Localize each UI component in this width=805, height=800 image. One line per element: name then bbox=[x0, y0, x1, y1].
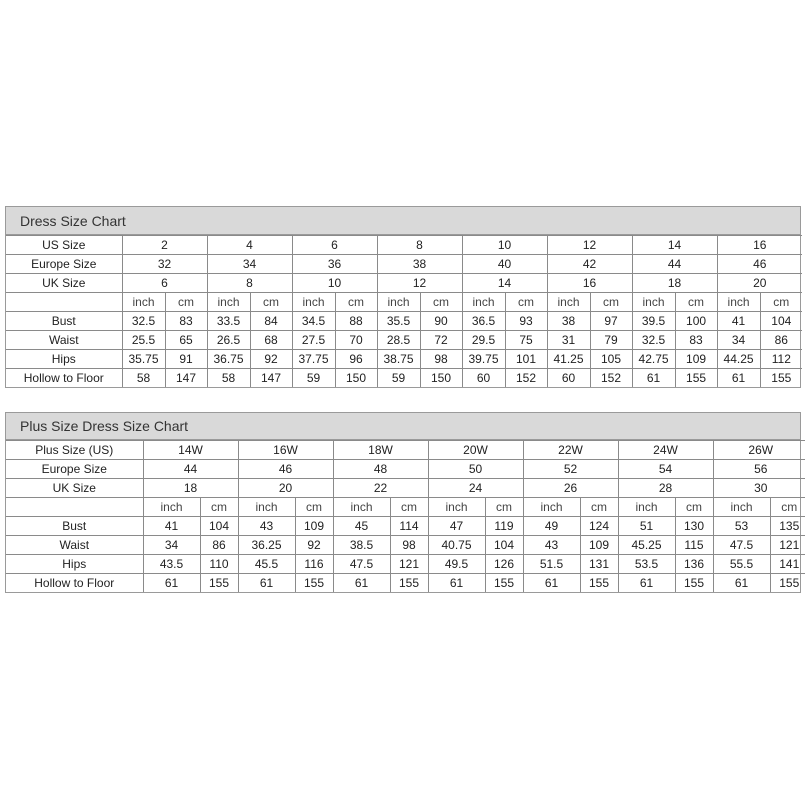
value-cell: 39.75 bbox=[462, 350, 505, 369]
value-cell: 47.5 bbox=[333, 555, 390, 574]
unit-inch: inch bbox=[238, 498, 295, 517]
row-label: Bust bbox=[6, 517, 143, 536]
unit-cm: cm bbox=[390, 498, 428, 517]
unit-cm: cm bbox=[295, 498, 333, 517]
unit-inch: inch bbox=[122, 293, 165, 312]
size-table bbox=[6, 235, 802, 387]
size-cell: 16 bbox=[547, 274, 632, 293]
value-cell: 131 bbox=[580, 555, 618, 574]
size-cell: 28 bbox=[618, 479, 713, 498]
row-label: Waist bbox=[6, 536, 143, 555]
value-cell: 49 bbox=[523, 517, 580, 536]
size-cell: 36 bbox=[292, 255, 377, 274]
size-cell: 30 bbox=[713, 479, 805, 498]
row-label: Hollow to Floor bbox=[6, 574, 143, 593]
size-cell: 16W bbox=[238, 441, 333, 460]
chart-title: Dress Size Chart bbox=[6, 207, 800, 235]
value-cell: 47 bbox=[428, 517, 485, 536]
value-cell: 147 bbox=[165, 369, 207, 388]
value-cell: 152 bbox=[590, 369, 632, 388]
value-cell: 155 bbox=[200, 574, 238, 593]
value-cell: 109 bbox=[675, 350, 717, 369]
value-cell: 83 bbox=[165, 312, 207, 331]
value-cell: 112 bbox=[760, 350, 802, 369]
dress-size-chart bbox=[5, 206, 801, 388]
row-label: Plus Size (US) bbox=[6, 441, 143, 460]
size-cell: 42 bbox=[547, 255, 632, 274]
size-cell: 24 bbox=[428, 479, 523, 498]
size-cell: 44 bbox=[143, 460, 238, 479]
size-cell: 56 bbox=[713, 460, 805, 479]
value-cell: 51 bbox=[618, 517, 675, 536]
row-label: Hips bbox=[6, 555, 143, 574]
value-cell: 36.75 bbox=[207, 350, 250, 369]
value-cell: 150 bbox=[335, 369, 377, 388]
measurement-row bbox=[6, 517, 805, 536]
value-cell: 41.25 bbox=[547, 350, 590, 369]
measurement-row bbox=[6, 312, 802, 331]
unit-row bbox=[6, 498, 805, 517]
unit-cm: cm bbox=[420, 293, 462, 312]
value-cell: 58 bbox=[122, 369, 165, 388]
value-cell: 97 bbox=[590, 312, 632, 331]
unit-inch: inch bbox=[632, 293, 675, 312]
value-cell: 55.5 bbox=[713, 555, 770, 574]
size-cell: 20W bbox=[428, 441, 523, 460]
value-cell: 38.5 bbox=[333, 536, 390, 555]
value-cell: 104 bbox=[760, 312, 802, 331]
unit-cm: cm bbox=[675, 293, 717, 312]
value-cell: 45.25 bbox=[618, 536, 675, 555]
value-cell: 152 bbox=[505, 369, 547, 388]
size-cell: 24W bbox=[618, 441, 713, 460]
value-cell: 51.5 bbox=[523, 555, 580, 574]
value-cell: 109 bbox=[580, 536, 618, 555]
value-cell: 25.5 bbox=[122, 331, 165, 350]
value-cell: 65 bbox=[165, 331, 207, 350]
value-cell: 41 bbox=[143, 517, 200, 536]
size-cell: 12 bbox=[547, 236, 632, 255]
value-cell: 59 bbox=[292, 369, 335, 388]
unit-inch: inch bbox=[333, 498, 390, 517]
value-cell: 31 bbox=[547, 331, 590, 350]
value-cell: 36.25 bbox=[238, 536, 295, 555]
size-cell: 6 bbox=[292, 236, 377, 255]
measurement-row bbox=[6, 369, 802, 388]
measurement-row bbox=[6, 331, 802, 350]
value-cell: 84 bbox=[250, 312, 292, 331]
value-cell: 53.5 bbox=[618, 555, 675, 574]
size-cell: 20 bbox=[717, 274, 802, 293]
value-cell: 43.5 bbox=[143, 555, 200, 574]
size-cell: 18W bbox=[333, 441, 428, 460]
size-cell: 14W bbox=[143, 441, 238, 460]
size-cell: 46 bbox=[717, 255, 802, 274]
value-cell: 110 bbox=[200, 555, 238, 574]
value-cell: 88 bbox=[335, 312, 377, 331]
value-cell: 49.5 bbox=[428, 555, 485, 574]
value-cell: 92 bbox=[250, 350, 292, 369]
value-cell: 93 bbox=[505, 312, 547, 331]
row-label: Bust bbox=[6, 312, 122, 331]
value-cell: 98 bbox=[420, 350, 462, 369]
value-cell: 38.75 bbox=[377, 350, 420, 369]
value-cell: 75 bbox=[505, 331, 547, 350]
value-cell: 98 bbox=[390, 536, 428, 555]
unit-cm: cm bbox=[485, 498, 523, 517]
value-cell: 42.75 bbox=[632, 350, 675, 369]
size-cell: 12 bbox=[377, 274, 462, 293]
value-cell: 155 bbox=[675, 574, 713, 593]
value-cell: 101 bbox=[505, 350, 547, 369]
row-label: Europe Size bbox=[6, 460, 143, 479]
value-cell: 26.5 bbox=[207, 331, 250, 350]
row-label: US Size bbox=[6, 236, 122, 255]
unit-cm: cm bbox=[770, 498, 805, 517]
unit-row bbox=[6, 293, 802, 312]
unit-inch: inch bbox=[207, 293, 250, 312]
value-cell: 70 bbox=[335, 331, 377, 350]
measurement-row bbox=[6, 574, 805, 593]
value-cell: 44.25 bbox=[717, 350, 760, 369]
value-cell: 96 bbox=[335, 350, 377, 369]
value-cell: 36.5 bbox=[462, 312, 505, 331]
size-cell: 20 bbox=[238, 479, 333, 498]
value-cell: 121 bbox=[390, 555, 428, 574]
us-size-row bbox=[6, 441, 805, 460]
size-cell: 18 bbox=[143, 479, 238, 498]
europe-size-row bbox=[6, 255, 802, 274]
size-cell: 50 bbox=[428, 460, 523, 479]
unit-inch: inch bbox=[292, 293, 335, 312]
value-cell: 147 bbox=[250, 369, 292, 388]
value-cell: 121 bbox=[770, 536, 805, 555]
size-cell: 6 bbox=[122, 274, 207, 293]
value-cell: 155 bbox=[675, 369, 717, 388]
us-size-row bbox=[6, 236, 802, 255]
value-cell: 40.75 bbox=[428, 536, 485, 555]
value-cell: 45.5 bbox=[238, 555, 295, 574]
value-cell: 90 bbox=[420, 312, 462, 331]
value-cell: 155 bbox=[390, 574, 428, 593]
value-cell: 34.5 bbox=[292, 312, 335, 331]
value-cell: 124 bbox=[580, 517, 618, 536]
plus-size-dress-size-chart bbox=[5, 412, 801, 593]
row-label: UK Size bbox=[6, 274, 122, 293]
value-cell: 53 bbox=[713, 517, 770, 536]
unit-inch: inch bbox=[523, 498, 580, 517]
value-cell: 61 bbox=[238, 574, 295, 593]
value-cell: 119 bbox=[485, 517, 523, 536]
value-cell: 155 bbox=[770, 574, 805, 593]
value-cell: 109 bbox=[295, 517, 333, 536]
value-cell: 155 bbox=[760, 369, 802, 388]
value-cell: 32.5 bbox=[632, 331, 675, 350]
row-label: Hips bbox=[6, 350, 122, 369]
value-cell: 33.5 bbox=[207, 312, 250, 331]
value-cell: 91 bbox=[165, 350, 207, 369]
value-cell: 61 bbox=[618, 574, 675, 593]
value-cell: 38 bbox=[547, 312, 590, 331]
size-cell: 8 bbox=[207, 274, 292, 293]
unit-inch: inch bbox=[717, 293, 760, 312]
value-cell: 39.5 bbox=[632, 312, 675, 331]
unit-inch: inch bbox=[143, 498, 200, 517]
value-cell: 61 bbox=[717, 369, 760, 388]
value-cell: 155 bbox=[485, 574, 523, 593]
measurement-row bbox=[6, 555, 805, 574]
value-cell: 155 bbox=[295, 574, 333, 593]
size-cell: 18 bbox=[632, 274, 717, 293]
value-cell: 86 bbox=[200, 536, 238, 555]
value-cell: 37.75 bbox=[292, 350, 335, 369]
value-cell: 61 bbox=[632, 369, 675, 388]
value-cell: 58 bbox=[207, 369, 250, 388]
blank-cell bbox=[6, 293, 122, 312]
value-cell: 35.75 bbox=[122, 350, 165, 369]
uk-size-row bbox=[6, 274, 802, 293]
value-cell: 59 bbox=[377, 369, 420, 388]
europe-size-row bbox=[6, 460, 805, 479]
value-cell: 115 bbox=[675, 536, 713, 555]
measurement-row bbox=[6, 536, 805, 555]
size-cell: 22 bbox=[333, 479, 428, 498]
value-cell: 29.5 bbox=[462, 331, 505, 350]
value-cell: 130 bbox=[675, 517, 713, 536]
size-cell: 14 bbox=[462, 274, 547, 293]
value-cell: 34 bbox=[717, 331, 760, 350]
value-cell: 105 bbox=[590, 350, 632, 369]
size-cell: 22W bbox=[523, 441, 618, 460]
size-cell: 10 bbox=[292, 274, 377, 293]
measurement-row bbox=[6, 350, 802, 369]
value-cell: 79 bbox=[590, 331, 632, 350]
value-cell: 135 bbox=[770, 517, 805, 536]
value-cell: 155 bbox=[580, 574, 618, 593]
value-cell: 100 bbox=[675, 312, 717, 331]
row-label: UK Size bbox=[6, 479, 143, 498]
value-cell: 34 bbox=[143, 536, 200, 555]
value-cell: 141 bbox=[770, 555, 805, 574]
unit-cm: cm bbox=[580, 498, 618, 517]
unit-cm: cm bbox=[335, 293, 377, 312]
value-cell: 35.5 bbox=[377, 312, 420, 331]
value-cell: 126 bbox=[485, 555, 523, 574]
size-cell: 34 bbox=[207, 255, 292, 274]
value-cell: 27.5 bbox=[292, 331, 335, 350]
value-cell: 60 bbox=[547, 369, 590, 388]
size-cell: 14 bbox=[632, 236, 717, 255]
unit-inch: inch bbox=[462, 293, 505, 312]
size-cell: 46 bbox=[238, 460, 333, 479]
size-cell: 8 bbox=[377, 236, 462, 255]
value-cell: 61 bbox=[523, 574, 580, 593]
value-cell: 92 bbox=[295, 536, 333, 555]
value-cell: 83 bbox=[675, 331, 717, 350]
unit-cm: cm bbox=[165, 293, 207, 312]
value-cell: 136 bbox=[675, 555, 713, 574]
value-cell: 28.5 bbox=[377, 331, 420, 350]
value-cell: 32.5 bbox=[122, 312, 165, 331]
size-cell: 48 bbox=[333, 460, 428, 479]
chart-title: Plus Size Dress Size Chart bbox=[6, 413, 800, 440]
size-cell: 16 bbox=[717, 236, 802, 255]
size-cell: 40 bbox=[462, 255, 547, 274]
unit-inch: inch bbox=[618, 498, 675, 517]
value-cell: 114 bbox=[390, 517, 428, 536]
size-cell: 4 bbox=[207, 236, 292, 255]
unit-cm: cm bbox=[760, 293, 802, 312]
unit-cm: cm bbox=[675, 498, 713, 517]
value-cell: 61 bbox=[713, 574, 770, 593]
blank-cell bbox=[6, 498, 143, 517]
size-table bbox=[6, 440, 805, 592]
row-label: Hollow to Floor bbox=[6, 369, 122, 388]
unit-inch: inch bbox=[547, 293, 590, 312]
value-cell: 60 bbox=[462, 369, 505, 388]
value-cell: 86 bbox=[760, 331, 802, 350]
value-cell: 43 bbox=[238, 517, 295, 536]
size-cell: 38 bbox=[377, 255, 462, 274]
size-cell: 52 bbox=[523, 460, 618, 479]
uk-size-row bbox=[6, 479, 805, 498]
unit-cm: cm bbox=[505, 293, 547, 312]
unit-inch: inch bbox=[428, 498, 485, 517]
value-cell: 43 bbox=[523, 536, 580, 555]
size-cell: 54 bbox=[618, 460, 713, 479]
value-cell: 72 bbox=[420, 331, 462, 350]
value-cell: 104 bbox=[485, 536, 523, 555]
value-cell: 68 bbox=[250, 331, 292, 350]
size-cell: 44 bbox=[632, 255, 717, 274]
value-cell: 61 bbox=[333, 574, 390, 593]
size-cell: 32 bbox=[122, 255, 207, 274]
value-cell: 150 bbox=[420, 369, 462, 388]
row-label: Waist bbox=[6, 331, 122, 350]
size-cell: 10 bbox=[462, 236, 547, 255]
value-cell: 61 bbox=[143, 574, 200, 593]
value-cell: 116 bbox=[295, 555, 333, 574]
unit-inch: inch bbox=[713, 498, 770, 517]
size-cell: 26 bbox=[523, 479, 618, 498]
row-label: Europe Size bbox=[6, 255, 122, 274]
unit-inch: inch bbox=[377, 293, 420, 312]
value-cell: 47.5 bbox=[713, 536, 770, 555]
size-cell: 2 bbox=[122, 236, 207, 255]
value-cell: 45 bbox=[333, 517, 390, 536]
unit-cm: cm bbox=[590, 293, 632, 312]
value-cell: 104 bbox=[200, 517, 238, 536]
value-cell: 61 bbox=[428, 574, 485, 593]
size-cell: 26W bbox=[713, 441, 805, 460]
unit-cm: cm bbox=[200, 498, 238, 517]
unit-cm: cm bbox=[250, 293, 292, 312]
value-cell: 41 bbox=[717, 312, 760, 331]
